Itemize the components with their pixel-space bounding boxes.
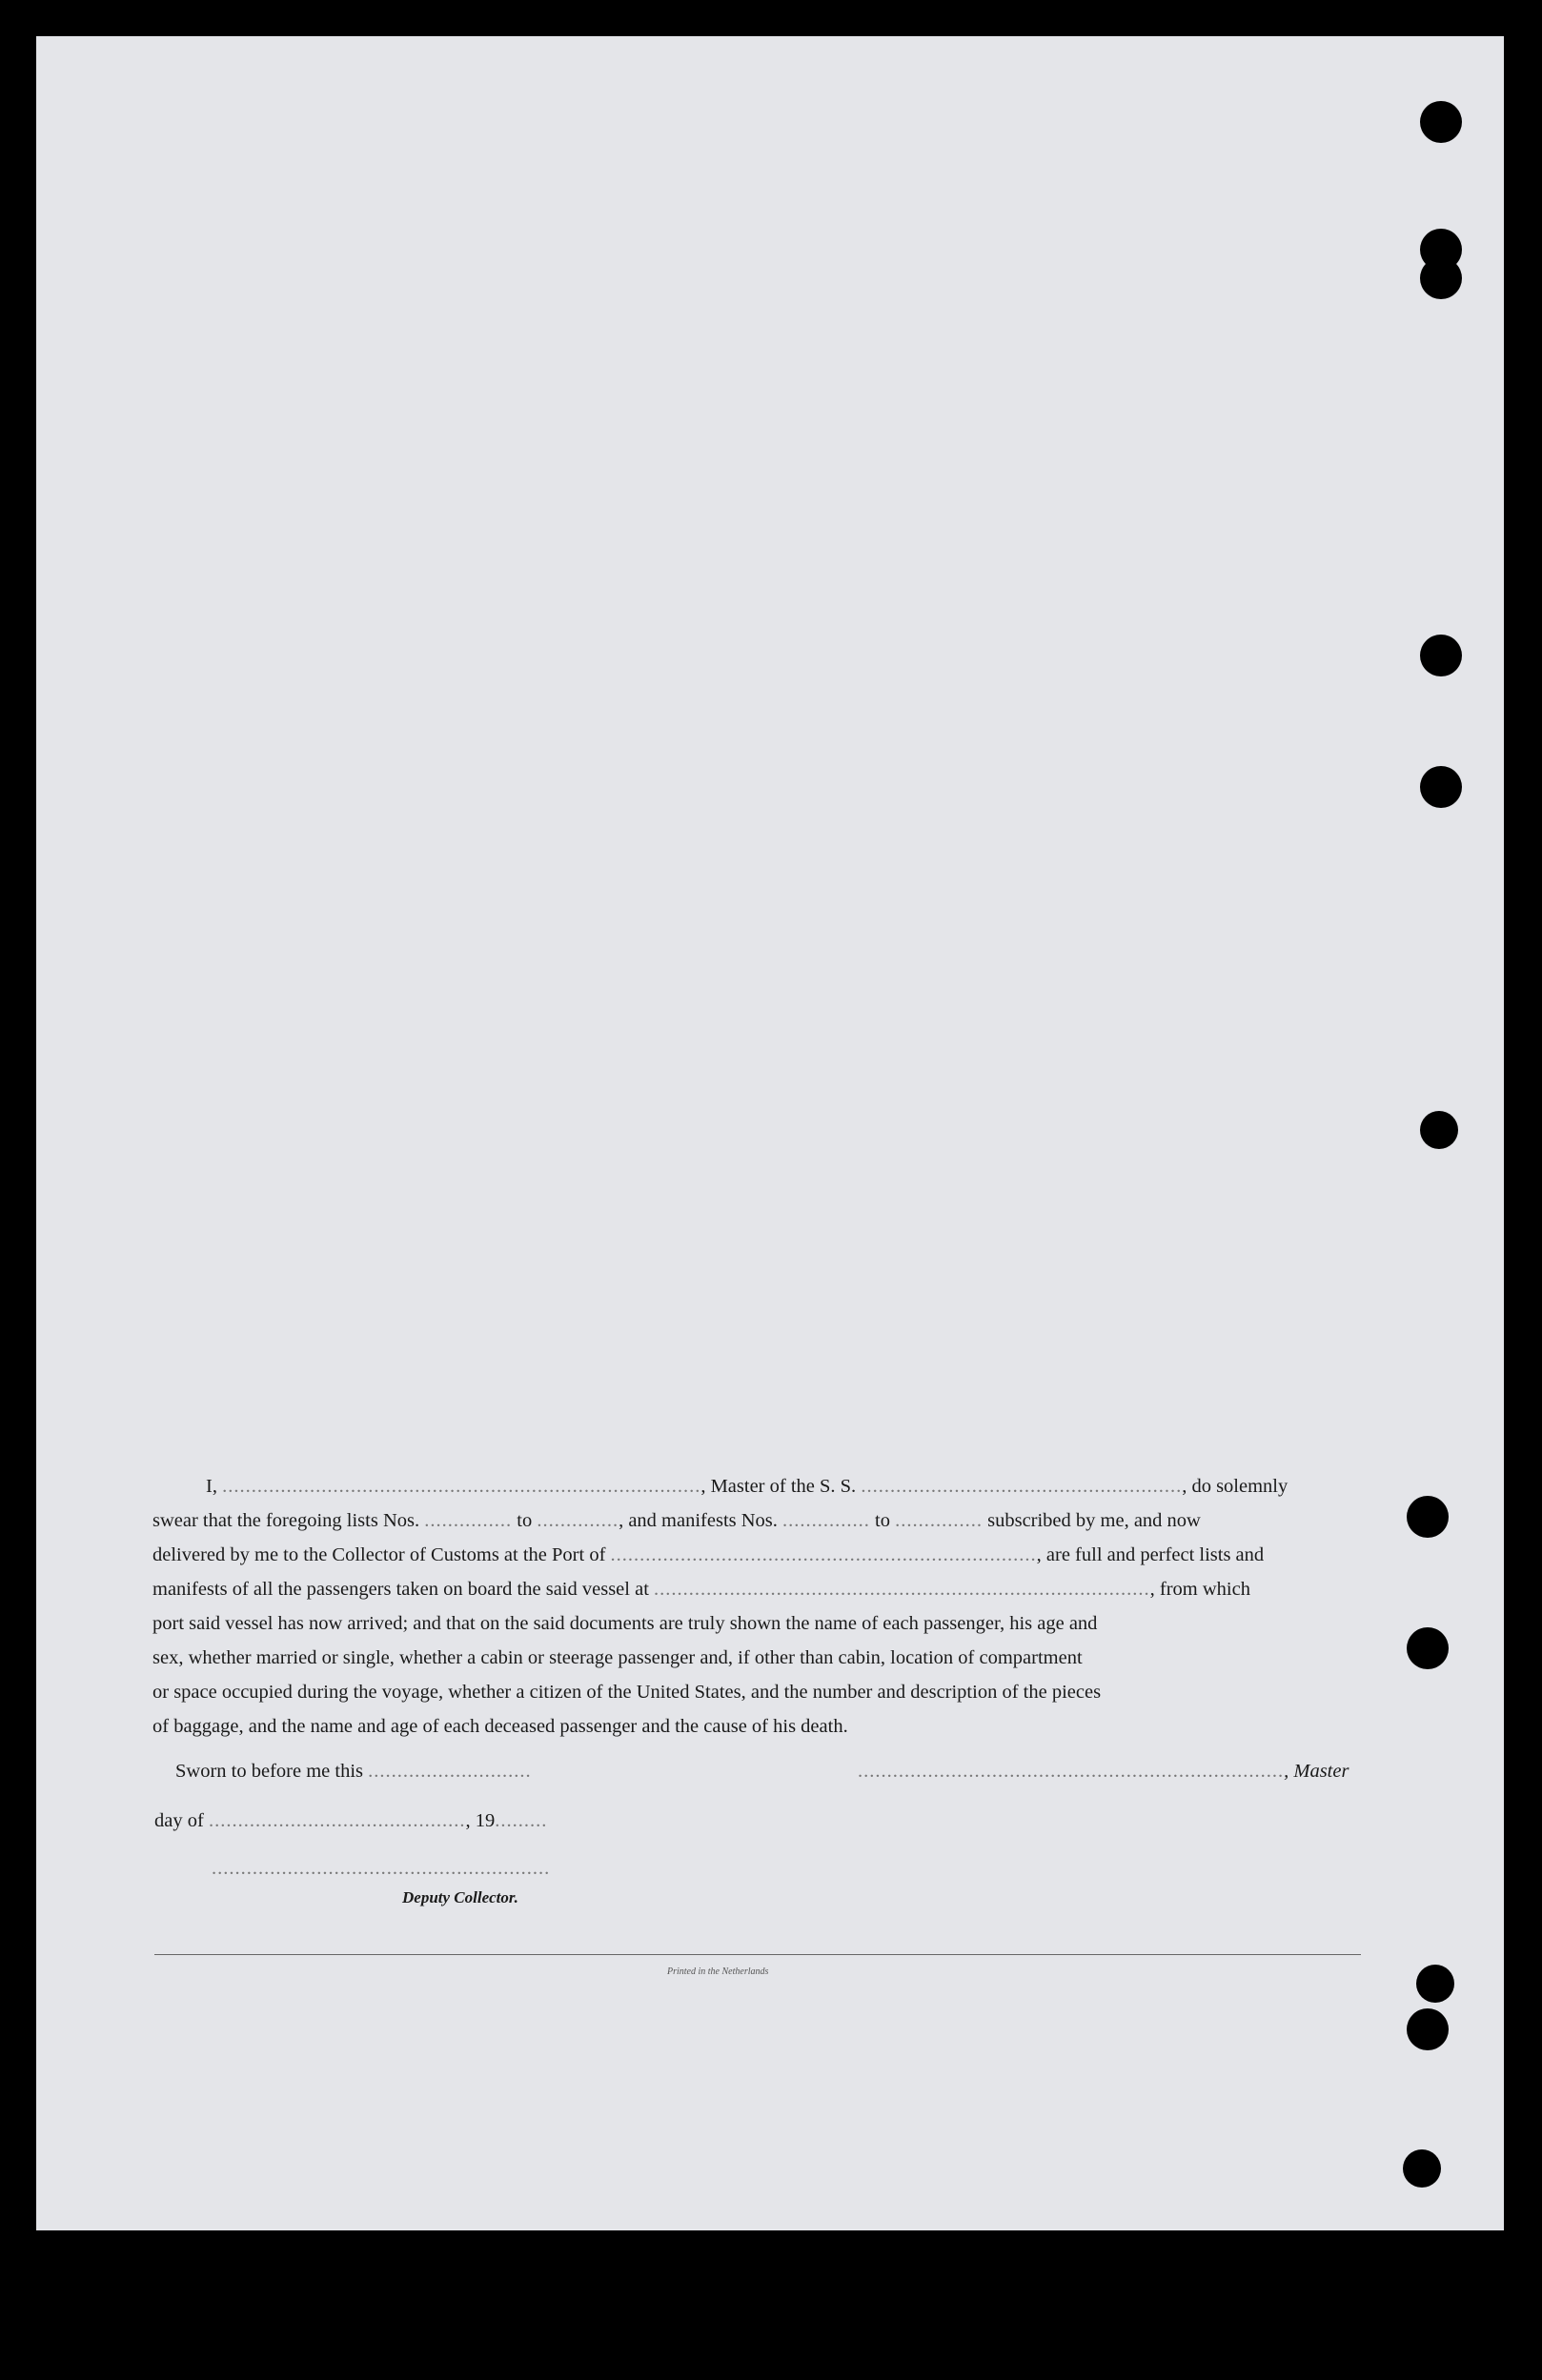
oath-text: subscribed by me, and now (987, 1510, 1201, 1531)
blank-field: ......... (495, 1810, 548, 1831)
blank-field: ....................................................... (861, 1476, 1183, 1497)
binder-hole (1420, 635, 1462, 676)
oath-text: sex, whether married or single, whether a cabin or steerage passenger and, if other than cabin, location of compartment (152, 1647, 1083, 1668)
sworn-label: Sworn to before me this (175, 1761, 363, 1782)
deputy-collector-label: Deputy Collector. (402, 1888, 518, 1906)
blank-field: ......................................................................... (858, 1761, 1285, 1782)
binder-hole (1420, 101, 1462, 143)
blank-field: ............... (424, 1510, 513, 1531)
binder-hole (1407, 1496, 1449, 1538)
binder-hole (1403, 2149, 1441, 2188)
binder-hole (1420, 257, 1462, 299)
master-signature-line (858, 1761, 1349, 1783)
sworn-line (175, 1761, 532, 1783)
oath-text: , Master of the S. S. (700, 1476, 857, 1497)
oath-paragraph (152, 1469, 1361, 1744)
oath-text: port said vessel has now arrived; and that on the said documents are truly shown the name of each passenger, his age and (152, 1613, 1098, 1634)
blank-field: .............. (537, 1510, 619, 1531)
oath-text: or space occupied during the voyage, whether a citizen of the United States, and the number and description of the pieces (152, 1682, 1102, 1703)
oath-text: swear that the foregoing lists Nos. (152, 1510, 420, 1531)
oath-text: of baggage, and the name and age of each deceased passenger and the cause of his death. (152, 1716, 848, 1737)
blank-field: ............... (782, 1510, 870, 1531)
master-label: , Master (1284, 1761, 1349, 1782)
binder-hole (1416, 1965, 1454, 2003)
blank-field: ..................................................................................... (654, 1579, 1150, 1600)
oath-text: delivered by me to the Collector of Customs at the Port of (152, 1544, 606, 1565)
day-line (154, 1810, 547, 1832)
footer-rule (154, 1954, 1361, 1955)
binder-hole (1407, 1627, 1449, 1669)
oath-text: manifests of all the passengers taken on board the said vessel at (152, 1579, 649, 1600)
form-page (36, 36, 1504, 2230)
blank-field: ............................ (368, 1761, 532, 1782)
oath-text: , do solemnly (1182, 1476, 1288, 1497)
deputy-signature-blank: .......................................................... (212, 1858, 551, 1879)
oath-text: , and manifests Nos. (619, 1510, 778, 1531)
day-label: day of (154, 1810, 204, 1831)
binder-hole (1407, 2008, 1449, 2050)
blank-field: ............................................ (208, 1810, 466, 1831)
oath-text: to (517, 1510, 533, 1531)
oath-text: , from which (1149, 1579, 1250, 1600)
blank-field: ......................................................................... (610, 1544, 1037, 1565)
binder-hole (1420, 1111, 1458, 1149)
blank-field: ............... (895, 1510, 983, 1531)
binder-hole (1420, 766, 1462, 808)
blank-field: .................................................................................. (222, 1476, 701, 1497)
printer-imprint: Printed in the Netherlands (667, 1967, 769, 1977)
oath-text: , are full and perfect lists and (1036, 1544, 1265, 1565)
year-label: , 19 (465, 1810, 496, 1831)
oath-text: to (875, 1510, 890, 1531)
oath-text: I, (206, 1476, 217, 1497)
